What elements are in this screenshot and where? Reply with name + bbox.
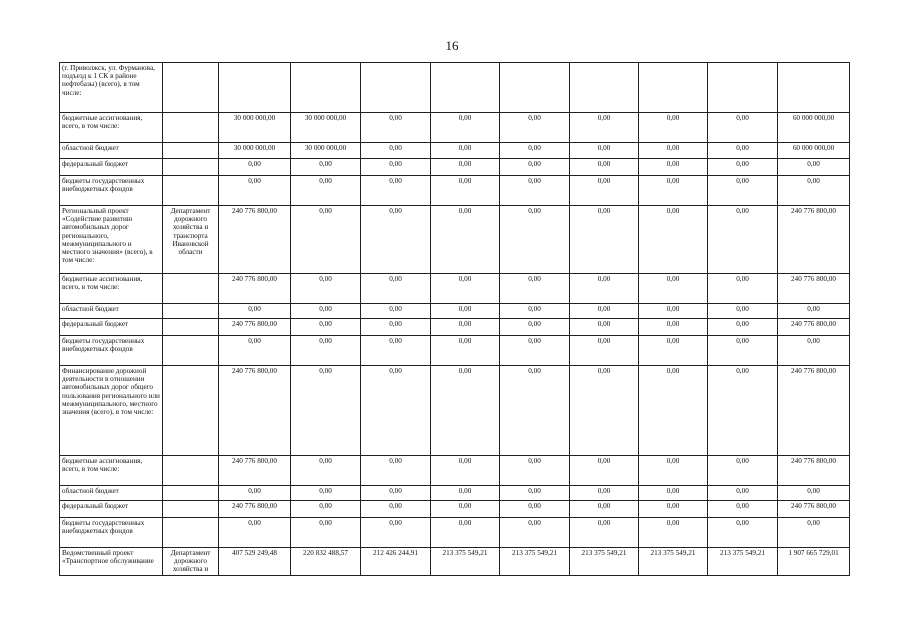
table-row (60, 366, 850, 456)
department-cell (163, 518, 219, 548)
year-value-cell: 0,00 (361, 366, 431, 456)
department-cell (163, 366, 219, 456)
department-cell (163, 159, 219, 176)
department-cell: Департамент дорожного хозяйства и (163, 548, 219, 576)
year-value-cell: 0,00 (361, 143, 431, 159)
year-value-cell: 0,00 (708, 518, 778, 548)
year-value-cell (431, 63, 500, 113)
department-cell (163, 304, 219, 319)
row-name-cell: областной бюджет (60, 304, 163, 319)
year-value-cell (291, 63, 361, 113)
year-value-cell: 213 375 549,21 (570, 548, 639, 576)
year-value-cell: 0,00 (500, 518, 570, 548)
year-value-cell: 0,00 (219, 176, 291, 206)
total-value-cell: 0,00 (778, 336, 850, 366)
year-value-cell: 0,00 (219, 518, 291, 548)
total-value-cell: 240 776 800,00 (778, 456, 850, 486)
year-value-cell: 0,00 (500, 501, 570, 518)
year-value-cell: 0,00 (639, 304, 708, 319)
table-row (60, 486, 850, 501)
year-value-cell: 212 426 244,91 (361, 548, 431, 576)
table-row (60, 274, 850, 304)
year-value-cell: 0,00 (708, 274, 778, 304)
year-value-cell: 0,00 (570, 304, 639, 319)
year-value-cell: 0,00 (431, 206, 500, 274)
total-value-cell: 0,00 (778, 518, 850, 548)
year-value-cell: 0,00 (500, 206, 570, 274)
year-value-cell: 0,00 (500, 159, 570, 176)
row-name-cell: бюджеты государственных внебюджетных фондов (60, 176, 163, 206)
department-cell (163, 63, 219, 113)
year-value-cell: 0,00 (639, 336, 708, 366)
year-value-cell (639, 63, 708, 113)
department-cell (163, 456, 219, 486)
year-value-cell: 30 000 000,00 (219, 143, 291, 159)
year-value-cell: 240 776 800,00 (219, 366, 291, 456)
total-value-cell: 0,00 (778, 159, 850, 176)
year-value-cell: 0,00 (639, 456, 708, 486)
year-value-cell: 0,00 (639, 176, 708, 206)
row-name-cell: Региональный проект «Содействие развитию автомобильных дорог регионального, межмуниципального и местного значения» (всего), в том числе: (60, 206, 163, 274)
year-value-cell: 0,00 (570, 501, 639, 518)
table-row (60, 113, 850, 143)
row-name-cell: бюджетные ассигнования, всего, в том числе: (60, 113, 163, 143)
year-value-cell: 0,00 (500, 143, 570, 159)
year-value-cell: 407 529 249,48 (219, 548, 291, 576)
year-value-cell: 0,00 (219, 486, 291, 501)
year-value-cell (500, 63, 570, 113)
year-value-cell: 0,00 (291, 274, 361, 304)
table-row (60, 206, 850, 274)
year-value-cell: 0,00 (431, 319, 500, 336)
year-value-cell (570, 63, 639, 113)
year-value-cell: 0,00 (291, 206, 361, 274)
year-value-cell: 0,00 (500, 456, 570, 486)
table-row (60, 456, 850, 486)
year-value-cell: 0,00 (500, 304, 570, 319)
year-value-cell: 0,00 (291, 456, 361, 486)
year-value-cell: 30 000 000,00 (291, 113, 361, 143)
year-value-cell: 0,00 (570, 456, 639, 486)
year-value-cell: 0,00 (639, 206, 708, 274)
year-value-cell: 0,00 (361, 304, 431, 319)
total-value-cell: 240 776 800,00 (778, 501, 850, 518)
department-cell (163, 143, 219, 159)
total-value-cell: 60 000 000,00 (778, 113, 850, 143)
year-value-cell: 0,00 (639, 501, 708, 518)
year-value-cell: 0,00 (708, 304, 778, 319)
department-cell (163, 113, 219, 143)
table-row (60, 548, 850, 576)
row-name-cell: бюджетные ассигнования, всего, в том числе: (60, 274, 163, 304)
year-value-cell: 0,00 (291, 176, 361, 206)
year-value-cell: 0,00 (431, 304, 500, 319)
year-value-cell: 0,00 (708, 486, 778, 501)
year-value-cell: 0,00 (639, 159, 708, 176)
year-value-cell: 0,00 (291, 319, 361, 336)
year-value-cell: 0,00 (708, 113, 778, 143)
year-value-cell: 0,00 (219, 336, 291, 366)
total-value-cell (778, 63, 850, 113)
department-cell (163, 486, 219, 501)
year-value-cell: 0,00 (361, 518, 431, 548)
year-value-cell: 0,00 (219, 159, 291, 176)
year-value-cell (708, 63, 778, 113)
year-value-cell: 0,00 (361, 176, 431, 206)
year-value-cell: 0,00 (431, 336, 500, 366)
department-cell: Департамент дорожного хозяйства и транспорта Ивановской области (163, 206, 219, 274)
year-value-cell: 0,00 (291, 518, 361, 548)
year-value-cell (361, 63, 431, 113)
total-value-cell: 0,00 (778, 486, 850, 501)
total-value-cell: 240 776 800,00 (778, 206, 850, 274)
year-value-cell: 240 776 800,00 (219, 501, 291, 518)
budget-table (59, 62, 850, 576)
year-value-cell: 0,00 (570, 518, 639, 548)
year-value-cell: 0,00 (291, 159, 361, 176)
year-value-cell: 0,00 (639, 486, 708, 501)
year-value-cell: 0,00 (361, 486, 431, 501)
year-value-cell: 0,00 (708, 143, 778, 159)
year-value-cell: 0,00 (500, 274, 570, 304)
year-value-cell: 213 375 549,21 (431, 548, 500, 576)
year-value-cell: 30 000 000,00 (291, 143, 361, 159)
year-value-cell: 0,00 (219, 304, 291, 319)
year-value-cell: 213 375 549,21 (500, 548, 570, 576)
year-value-cell: 240 776 800,00 (219, 274, 291, 304)
year-value-cell: 0,00 (708, 319, 778, 336)
year-value-cell: 0,00 (708, 366, 778, 456)
year-value-cell: 240 776 800,00 (219, 206, 291, 274)
year-value-cell: 0,00 (361, 274, 431, 304)
year-value-cell: 0,00 (708, 501, 778, 518)
year-value-cell: 0,00 (708, 176, 778, 206)
year-value-cell: 0,00 (570, 319, 639, 336)
table-row (60, 518, 850, 548)
year-value-cell (219, 63, 291, 113)
row-name-cell: федеральный бюджет (60, 501, 163, 518)
year-value-cell: 240 776 800,00 (219, 319, 291, 336)
year-value-cell: 0,00 (431, 501, 500, 518)
year-value-cell: 0,00 (500, 113, 570, 143)
year-value-cell: 0,00 (570, 176, 639, 206)
year-value-cell: 0,00 (431, 143, 500, 159)
department-cell (163, 501, 219, 518)
table-row (60, 176, 850, 206)
year-value-cell: 0,00 (570, 113, 639, 143)
year-value-cell: 0,00 (708, 206, 778, 274)
year-value-cell: 0,00 (431, 518, 500, 548)
year-value-cell: 0,00 (639, 143, 708, 159)
year-value-cell: 240 776 800,00 (219, 456, 291, 486)
year-value-cell: 220 832 488,57 (291, 548, 361, 576)
year-value-cell: 0,00 (291, 336, 361, 366)
row-name-cell: областной бюджет (60, 486, 163, 501)
year-value-cell: 0,00 (708, 159, 778, 176)
year-value-cell: 0,00 (431, 366, 500, 456)
table-row (60, 159, 850, 176)
year-value-cell: 0,00 (570, 366, 639, 456)
total-value-cell: 0,00 (778, 304, 850, 319)
year-value-cell: 0,00 (291, 366, 361, 456)
row-name-cell: (г. Приволжск, ул. Фурманова, подъезд к 1 СК в районе нефтебазы) (всего), в том числе: (60, 63, 163, 113)
row-name-cell: бюджетные ассигнования, всего, в том числе: (60, 456, 163, 486)
year-value-cell: 213 375 549,21 (708, 548, 778, 576)
year-value-cell: 213 375 549,21 (639, 548, 708, 576)
year-value-cell: 0,00 (291, 486, 361, 501)
total-value-cell: 240 776 800,00 (778, 274, 850, 304)
department-cell (163, 176, 219, 206)
year-value-cell: 0,00 (431, 113, 500, 143)
year-value-cell: 0,00 (500, 319, 570, 336)
year-value-cell: 0,00 (570, 206, 639, 274)
department-cell (163, 319, 219, 336)
page-number: 16 (445, 38, 459, 53)
year-value-cell: 0,00 (361, 456, 431, 486)
year-value-cell: 0,00 (431, 486, 500, 501)
year-value-cell: 0,00 (431, 274, 500, 304)
year-value-cell: 0,00 (570, 336, 639, 366)
total-value-cell: 240 776 800,00 (778, 366, 850, 456)
year-value-cell: 30 000 000,00 (219, 113, 291, 143)
table-body (60, 63, 850, 576)
table-row (60, 63, 850, 113)
year-value-cell: 0,00 (361, 113, 431, 143)
year-value-cell: 0,00 (361, 336, 431, 366)
table-row (60, 143, 850, 159)
year-value-cell: 0,00 (708, 456, 778, 486)
department-cell (163, 274, 219, 304)
year-value-cell: 0,00 (500, 336, 570, 366)
year-value-cell: 0,00 (291, 501, 361, 518)
year-value-cell: 0,00 (639, 366, 708, 456)
table-row (60, 319, 850, 336)
table-row (60, 304, 850, 319)
row-name-cell: областной бюджет (60, 143, 163, 159)
year-value-cell: 0,00 (500, 486, 570, 501)
row-name-cell: бюджеты государственных внебюджетных фондов (60, 518, 163, 548)
year-value-cell: 0,00 (361, 319, 431, 336)
table-row (60, 336, 850, 366)
total-value-cell: 60 000 000,00 (778, 143, 850, 159)
row-name-cell: Финансирование дорожной деятельности в отношении автомобильных дорог общего пользования регионального или межмуниципального, местного значения (всего), в том числе: (60, 366, 163, 456)
table-row (60, 501, 850, 518)
year-value-cell: 0,00 (361, 159, 431, 176)
year-value-cell: 0,00 (570, 159, 639, 176)
total-value-cell: 240 776 800,00 (778, 319, 850, 336)
department-cell (163, 336, 219, 366)
year-value-cell: 0,00 (639, 319, 708, 336)
year-value-cell: 0,00 (570, 274, 639, 304)
total-value-cell: 1 907 665 729,01 (778, 548, 850, 576)
year-value-cell: 0,00 (431, 176, 500, 206)
year-value-cell: 0,00 (291, 304, 361, 319)
year-value-cell: 0,00 (708, 336, 778, 366)
year-value-cell: 0,00 (361, 501, 431, 518)
row-name-cell: Ведомственный проект «Транспортное обслуживание (60, 548, 163, 576)
year-value-cell: 0,00 (361, 206, 431, 274)
year-value-cell: 0,00 (570, 143, 639, 159)
year-value-cell: 0,00 (639, 113, 708, 143)
row-name-cell: бюджеты государственных внебюджетных фондов (60, 336, 163, 366)
year-value-cell: 0,00 (639, 274, 708, 304)
year-value-cell: 0,00 (500, 366, 570, 456)
row-name-cell: федеральный бюджет (60, 159, 163, 176)
row-name-cell: федеральный бюджет (60, 319, 163, 336)
total-value-cell: 0,00 (778, 176, 850, 206)
year-value-cell: 0,00 (639, 518, 708, 548)
year-value-cell: 0,00 (431, 159, 500, 176)
year-value-cell: 0,00 (431, 456, 500, 486)
year-value-cell: 0,00 (500, 176, 570, 206)
year-value-cell: 0,00 (570, 486, 639, 501)
